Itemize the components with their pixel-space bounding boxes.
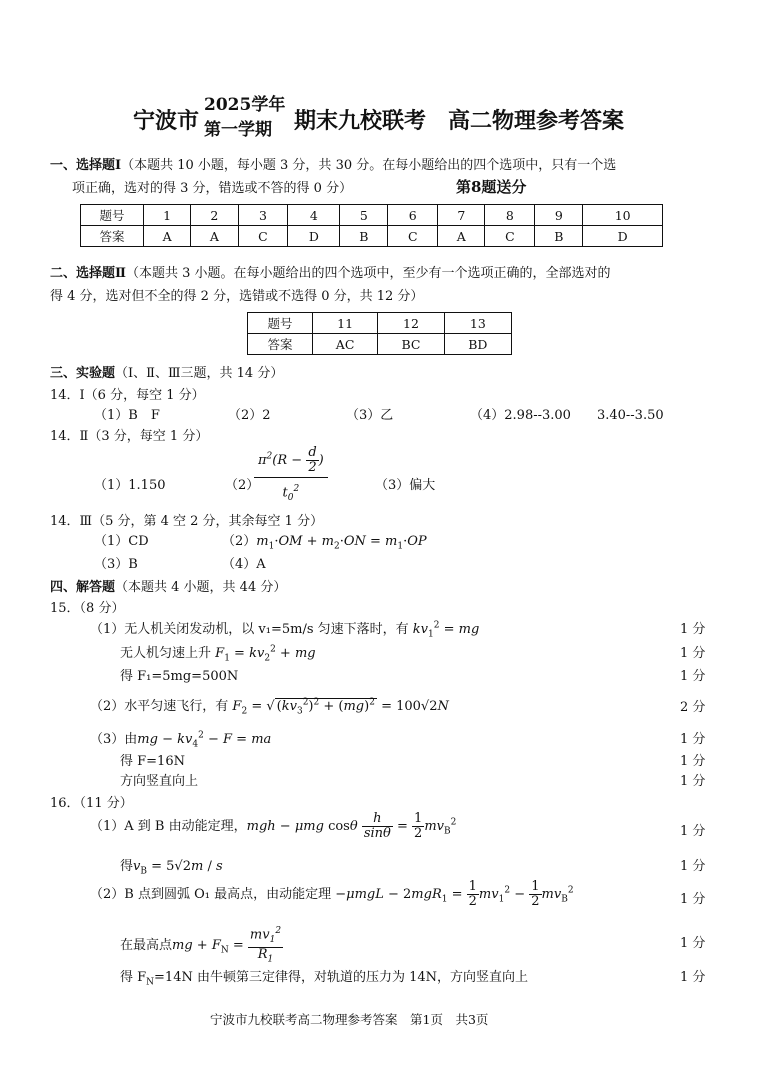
q15-label: 15．（8 分） bbox=[50, 601, 125, 616]
q16-line-1: （1）A 到 B 由动能定理，mgh − μmg cosθ $\frac{h}{\sin\theta}$ = $\frac{1}{2}$ $mv_B^2$ bbox=[90, 811, 457, 841]
score: 1 分 bbox=[680, 970, 706, 985]
table-cell: 8 bbox=[485, 205, 535, 226]
score: 2 分 bbox=[680, 700, 706, 715]
table-cell: C bbox=[238, 226, 288, 247]
section1-desc1: （本题共 10 小题，每小题 3 分，共 30 分。在每小题给出的四个选项中，只有一个选 bbox=[121, 158, 617, 173]
section2-desc2: 得 4 分，选对但不全的得 2 分，选错或不选得 0 分，共 12 分） bbox=[50, 289, 424, 304]
table-cell: 1 bbox=[144, 205, 191, 226]
table-row-numbers bbox=[248, 313, 512, 334]
q14-3-answer-1: （1）CD bbox=[94, 534, 149, 549]
q14-3-answer-4: （4）A bbox=[222, 557, 266, 572]
q14-1-label: 14．Ⅰ（6 分，每空 1 分） bbox=[50, 388, 205, 403]
table-cell: BD bbox=[444, 334, 511, 355]
q14-3-label: 14．Ⅲ（5 分，第 4 空 2 分，其余每空 1 分） bbox=[50, 514, 324, 529]
q14-3-answer-3: （3）B bbox=[94, 557, 138, 572]
table-head-answer: 答案 bbox=[81, 226, 144, 247]
q15-line-2: 无人机匀速上升 $F_1 = kv_2^2$ + mg bbox=[120, 644, 316, 664]
q15-line-7: 方向竖直向上 bbox=[120, 774, 199, 789]
table-cell: B bbox=[340, 226, 388, 247]
table-cell: 11 bbox=[313, 313, 378, 334]
table-cell: 4 bbox=[288, 205, 340, 226]
section1-title: 一、选择题Ⅰ bbox=[50, 158, 122, 173]
table-cell: BC bbox=[378, 334, 445, 355]
score: 1 分 bbox=[680, 774, 706, 789]
section4-desc: （本题共 4 小题，共 44 分） bbox=[115, 580, 287, 595]
answer-table-2 bbox=[247, 312, 512, 355]
q15-line-1: （1）无人机关闭发动机，以 v₁=5m/s 匀速下落时，有 $kv_1^2$ = mg bbox=[90, 620, 480, 640]
score: 1 分 bbox=[680, 754, 706, 769]
page-title: 高二物理参考答案 bbox=[448, 108, 625, 134]
answer-table-1 bbox=[80, 204, 663, 247]
score: 1 分 bbox=[680, 732, 706, 747]
q15-line-3: 得 F₁=5mg=500N bbox=[120, 669, 239, 684]
table-cell: 9 bbox=[535, 205, 583, 226]
formula-pendulum: $\pi^2(R$ − $\frac{d}{2}$ ) $t_0^2$ bbox=[254, 444, 328, 505]
score: 1 分 bbox=[680, 892, 706, 907]
table-head-number: 题号 bbox=[248, 313, 313, 334]
table-cell: 13 bbox=[444, 313, 511, 334]
q16-line-2: 得$v_B = 5√2m / s$ bbox=[120, 859, 223, 877]
table-head-answer: 答案 bbox=[248, 334, 313, 355]
q16-line-4: 在最高点mg + $F_N$ = $\frac{mv_1^2}{R_1}$ bbox=[120, 926, 282, 965]
table-cell: 7 bbox=[438, 205, 485, 226]
q14-2-answer-1: （1）1.150 bbox=[94, 478, 166, 493]
q14-2-answer-3: （3）偏大 bbox=[375, 478, 436, 493]
section3-header bbox=[50, 362, 283, 381]
q14-1-answer-3: （3）乙 bbox=[346, 408, 394, 423]
section4-title: 四、解答题 bbox=[50, 580, 116, 595]
section2-line1 bbox=[50, 262, 611, 281]
header-semester: 第一学期 bbox=[204, 120, 272, 140]
q16-line-5: 得 $F_N=14N$ 由牛顿第三定律得，对轨道的压力为 14N，方向竖直向上 bbox=[120, 970, 529, 988]
section3-desc: （Ⅰ、Ⅱ、Ⅲ三题，共 14 分） bbox=[115, 366, 284, 381]
q15-line-6: 得 F=16N bbox=[120, 754, 185, 769]
table-cell: AC bbox=[313, 334, 378, 355]
q15-line-4: （2）水平匀速飞行，有 $F_2$ = √ $(kv_3^2)^2 + (mg)^2 = 100√2N$ bbox=[90, 697, 449, 717]
table-cell: 5 bbox=[340, 205, 388, 226]
table-row-numbers bbox=[81, 205, 663, 226]
q14-1-answer-1: （1）B F bbox=[94, 408, 160, 423]
header-exam-title: 期末九校联考 bbox=[294, 108, 427, 134]
section2-desc1: （本题共 3 小题。在每小题给出的四个选项中，至少有一个选项正确的，全部选对的 bbox=[125, 266, 611, 281]
page-footer: 宁波市九校联考高二物理参考答案 第1页 共3页 bbox=[210, 1012, 489, 1027]
q16-label: 16．（11 分） bbox=[50, 796, 133, 811]
q14-1-answer-4: （4）2.98--3.00 3.40--3.50 bbox=[470, 408, 664, 423]
q14-2-label: 14．Ⅱ（3 分，每空 1 分） bbox=[50, 429, 209, 444]
q14-3-answer-2: $(2)m_1\cdot OM + m_2\cdot ON = m_1\cdot OP$ bbox=[222, 534, 427, 552]
section1-note: 第8题送分 bbox=[456, 178, 527, 196]
score: 1 分 bbox=[680, 622, 706, 637]
header-year: 2025学年 bbox=[204, 95, 286, 115]
table-cell: A bbox=[144, 226, 191, 247]
section3-title: 三、实验题 bbox=[50, 366, 116, 381]
q15-line-5: （3）由mg − $kv_4^2 - F$ = ma bbox=[90, 730, 272, 750]
table-cell: 12 bbox=[378, 313, 445, 334]
section2-title: 二、选择题Ⅱ bbox=[50, 266, 126, 281]
q16-line-3: （2）B 点到圆弧 O₁ 最高点，由动能定理 −μmgL − 2mgR$_1$ = $\frac{1}{2}$ $mv_1^2$ − $\frac{1}{2}$ $mv_B^2$ bbox=[90, 879, 574, 909]
table-cell: C bbox=[388, 226, 438, 247]
section1-desc2: 项正确，选对的得 3 分，错选或不答的得 0 分） bbox=[72, 181, 353, 196]
table-cell: 10 bbox=[583, 205, 663, 226]
table-cell: 2 bbox=[191, 205, 238, 226]
score: 1 分 bbox=[680, 669, 706, 684]
score: 1 分 bbox=[680, 936, 706, 951]
table-cell: D bbox=[288, 226, 340, 247]
table-cell: A bbox=[191, 226, 238, 247]
table-cell: 3 bbox=[238, 205, 288, 226]
q14-2-answer-2: （2） bbox=[225, 478, 260, 493]
table-head-number: 题号 bbox=[81, 205, 144, 226]
score: 1 分 bbox=[680, 824, 706, 839]
score: 1 分 bbox=[680, 646, 706, 661]
table-row-answers bbox=[248, 334, 512, 355]
section1-line1 bbox=[50, 154, 616, 173]
table-cell: C bbox=[485, 226, 535, 247]
q14-1-answer-2: （2）2 bbox=[228, 408, 271, 423]
table-cell: A bbox=[438, 226, 485, 247]
table-cell: B bbox=[535, 226, 583, 247]
table-cell: 6 bbox=[388, 205, 438, 226]
section4-header bbox=[50, 576, 286, 595]
score: 1 分 bbox=[680, 859, 706, 874]
header-city: 宁波市 bbox=[133, 108, 200, 134]
table-cell: D bbox=[583, 226, 663, 247]
table-row-answers bbox=[81, 226, 663, 247]
